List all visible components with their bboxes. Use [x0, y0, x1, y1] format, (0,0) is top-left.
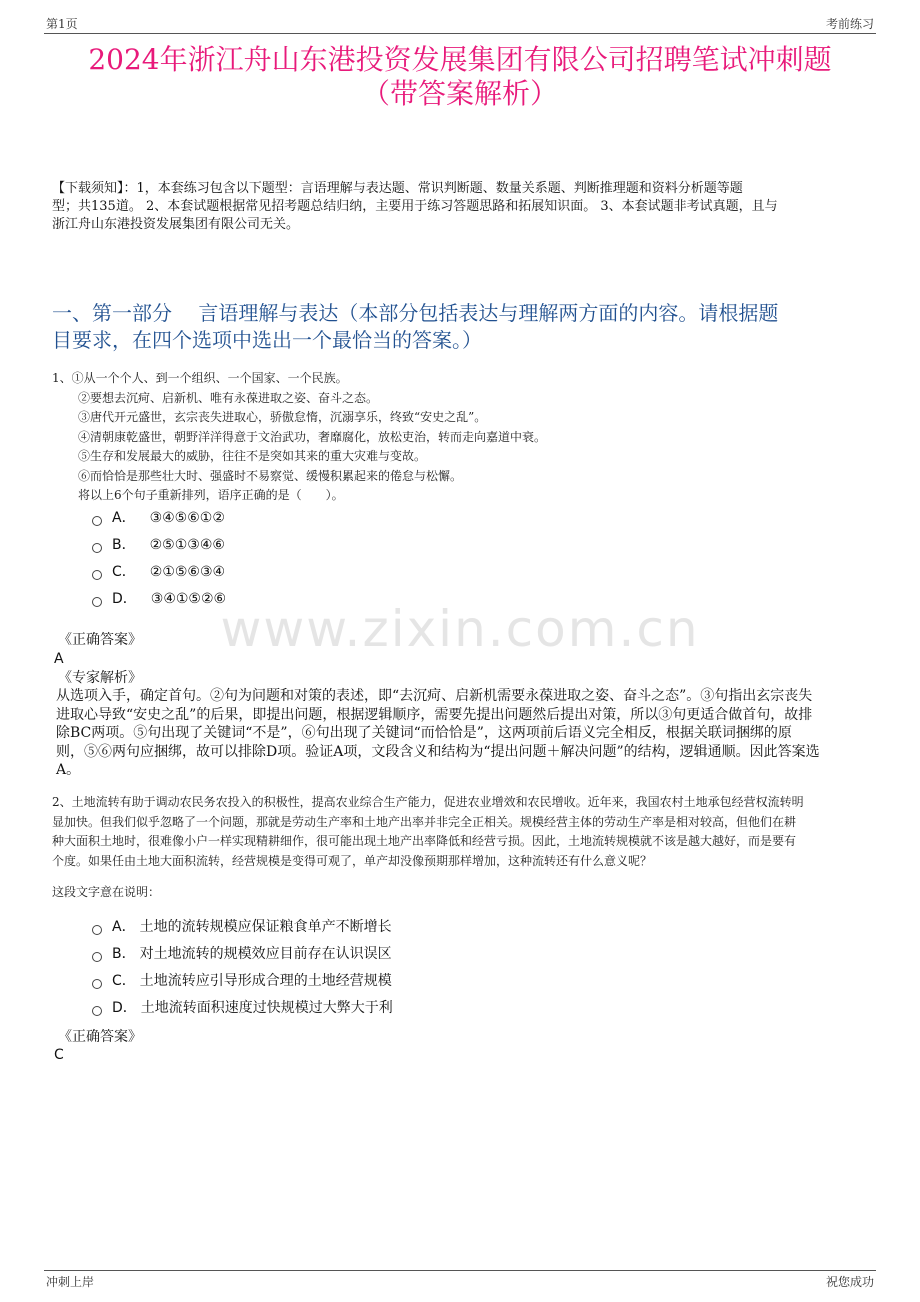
document-title	[40, 43, 880, 111]
q2-answer: C	[54, 1047, 64, 1063]
q2-stem-line: 个度。如果任由土地大面积流转，经营规模是变得可观了，单产却没像预期那样增加，这种流转还有什么意义呢？	[52, 853, 653, 868]
q1-answer: A	[54, 651, 64, 667]
option-text: ③④①⑤②⑥	[150, 591, 227, 607]
option-label: D．	[112, 1000, 137, 1016]
option-text: 土地流转应引导形成合理的土地经营规模	[139, 973, 392, 989]
notice-line: 【下载须知】：1，本套练习包含以下题型：言语理解与表达题、常识判断题、数量关系题、判断推理题和资料分析题等题	[52, 181, 743, 196]
option-text: ③④⑤⑥①②	[149, 510, 225, 526]
q1-stem-line: ③唐代开元盛世，玄宗丧失进取心，骄傲怠惰，沉溺享乐，终致“安史之乱”。	[78, 410, 487, 424]
option-label: C．	[112, 973, 136, 989]
q1-analysis	[56, 687, 860, 780]
option-label: A．	[112, 510, 136, 526]
header-label: 考前练习	[825, 17, 874, 31]
q1-option-d[interactable]	[92, 589, 226, 609]
radio-icon[interactable]	[92, 570, 102, 580]
page-number: 第1页	[46, 17, 78, 31]
radio-icon[interactable]	[92, 543, 102, 553]
radio-icon[interactable]	[92, 925, 102, 935]
analysis-line: 则，⑤⑥两句应捆绑，故可以排除D项。验证A项，文段含义和结构为“提出问题＋解决问题”的结构，逻辑通顺。因此答案选	[56, 743, 820, 760]
q1-stem-line: ④清朝康乾盛世，朝野洋洋得意于文治武功，奢靡腐化，放松吏治，转而走向嘉道中衰。	[78, 430, 547, 444]
option-text: ②①⑤⑥③④	[149, 564, 226, 580]
radio-icon[interactable]	[92, 979, 102, 989]
q1-stem-line: 1、①从一个个人、到一个组织、一个国家、一个民族。	[52, 371, 348, 385]
q2-option-b[interactable]	[92, 944, 392, 964]
option-label: C．	[112, 564, 136, 580]
radio-icon[interactable]	[92, 1006, 102, 1016]
q2-prompt: 这段文字意在说明：	[52, 885, 161, 899]
option-label: B．	[112, 537, 136, 553]
q2-option-a[interactable]	[92, 917, 392, 937]
q1-answer-heading: 《正确答案》	[58, 632, 142, 648]
notice-line: 型；共135道。 2、本套试题根据常见招考题总结归纳，主要用于练习答题思路和拓展知识面。 3、本套试题非考试真题，且与	[52, 199, 778, 214]
footer-rule	[44, 1270, 876, 1271]
option-label: A．	[112, 919, 136, 935]
option-text: 对土地流转的规模效应目前存在认识误区	[139, 946, 392, 962]
q1-option-a[interactable]	[92, 508, 225, 528]
section-line: 目要求，在四个选项中选出一个最恰当的答案。）	[52, 328, 482, 352]
q1-option-b[interactable]	[92, 535, 225, 555]
q2-answer-heading: 《正确答案》	[58, 1029, 142, 1045]
option-text: ②⑤①③④⑥	[149, 537, 225, 553]
title-line-1: 2024年浙江舟山东港投资发展集团有限公司招聘笔试冲刺题	[88, 43, 832, 76]
option-text: 土地的流转规模应保证粮食单产不断增长	[139, 919, 392, 935]
download-notice	[52, 180, 872, 234]
analysis-line: A。	[56, 762, 81, 778]
section-heading	[52, 300, 872, 354]
q2-option-d[interactable]	[92, 998, 393, 1018]
q2-stem-line: 2、土地流转有助于调动农民务农投入的积极性，提高农业综合生产能力，促进农业增效和农民增收。近年来，我国农村土地承包经营权流转明	[52, 795, 804, 809]
q2-stem-line: 种大面积土地时，很难像小户一样实现精耕细作，很可能出现土地产出率降低和经营亏损。因此，土地流转规模就不该是越大越好，而是要有	[52, 834, 797, 848]
q2-option-c[interactable]	[92, 971, 392, 991]
analysis-line: 进取心导致“安史之乱”的后果，即提出问题，根据逻辑顺序，需要先提出问题然后提出对策，所以③句更适合做首句，故排	[56, 706, 813, 723]
radio-icon[interactable]	[92, 516, 102, 526]
title-line-2: （带答案解析）	[361, 77, 558, 110]
analysis-line: 从选项入手，确定首句。②句为问题和对策的表述，即“去沉疴、启新机需要永葆进取之姿、奋斗之态”。③句指出玄宗丧失	[56, 688, 813, 704]
q1-stem-line: ⑤生存和发展最大的威胁，往往不是突如其来的重大灾难与变故。	[78, 449, 427, 463]
option-label: B．	[112, 946, 136, 962]
radio-icon[interactable]	[92, 597, 102, 607]
q2-stem	[52, 793, 864, 871]
option-text: 土地流转面积速度过快规模过大弊大于利	[140, 1000, 393, 1016]
q2-stem-line: 显加快。但我们似乎忽略了一个问题，那就是劳动生产率和土地产出率并非完全正相关。规模经营主体的劳动生产率是相对较高，但他们在耕	[52, 814, 797, 829]
option-label: D．	[112, 591, 137, 607]
footer-left: 冲刺上岸	[46, 1275, 95, 1289]
notice-line: 浙江舟山东港投资发展集团有限公司无关。	[52, 217, 300, 232]
header-rule	[44, 33, 876, 34]
watermark: www.zixin.com.cn	[220, 600, 700, 658]
q1-stem-line: 将以上6个句子重新排列，语序正确的是（ ）。	[78, 488, 344, 502]
section-line: 一、第一部分 言语理解与表达（本部分包括表达与理解两方面的内容。请根据题	[52, 301, 779, 325]
q1-stem-line: ②要想去沉疴、启新机、唯有永葆进取之姿、奋斗之态。	[78, 391, 379, 405]
footer-right: 祝您成功	[825, 1275, 874, 1289]
q1-option-c[interactable]	[92, 562, 225, 582]
q1-analysis-heading: 《专家解析》	[58, 670, 142, 686]
analysis-line: 除BC两项。⑤句出现了关键词“不是”，⑥句出现了关键词“而恰恰是”，这两项前后语义完全相反，根据关联词捆绑的原	[56, 725, 792, 741]
q1-stem-line: ⑥而恰恰是那些壮大时、强盛时不易察觉、缓慢积累起来的倦怠与松懈。	[78, 469, 463, 483]
radio-icon[interactable]	[92, 952, 102, 962]
